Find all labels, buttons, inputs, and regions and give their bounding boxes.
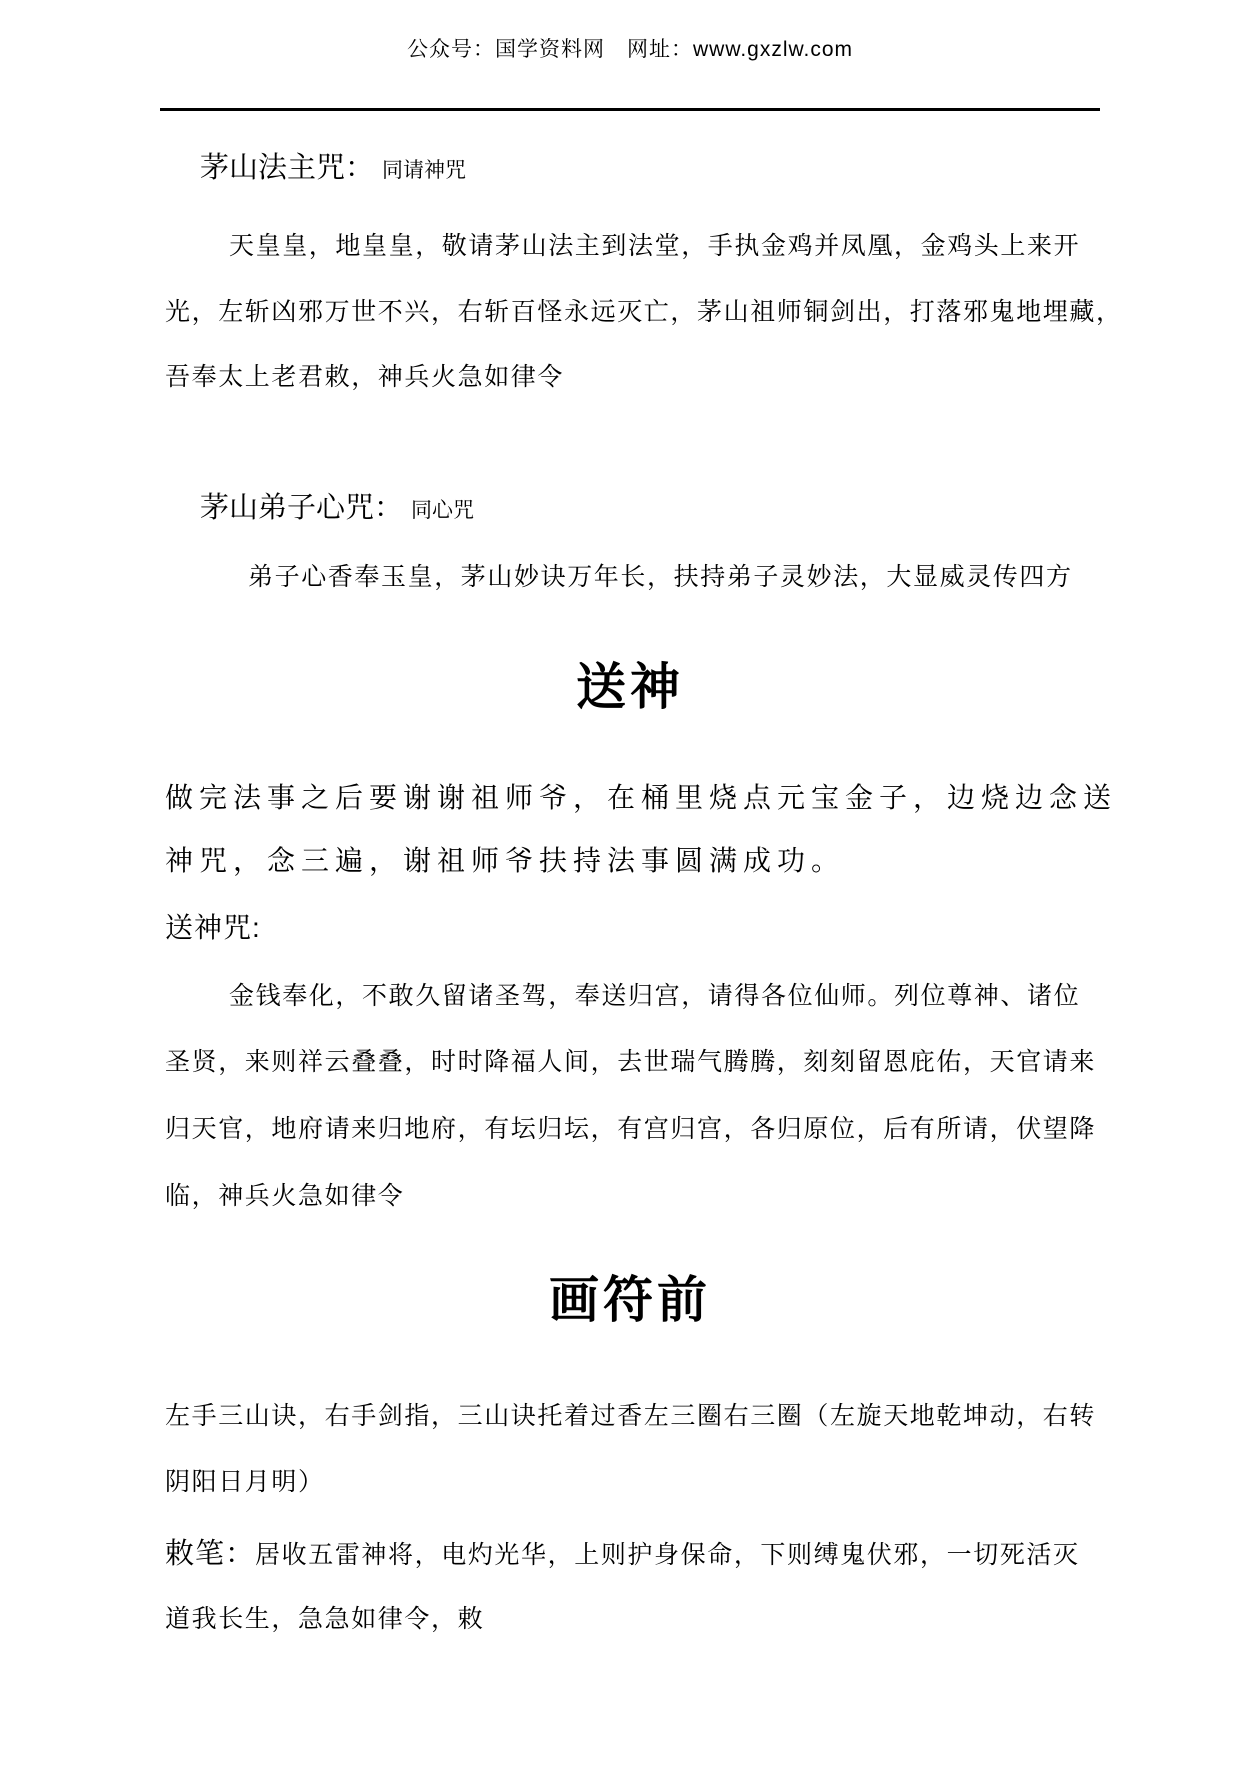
songshen-chant-line: 圣贤，来则祥云叠叠，时时降福人间，去世瑞气腾腾，刻刻留恩庇佑，天官请来 <box>165 1048 1097 1076</box>
chibi-paragraph-line: 道我长生，急急如律令，敕 <box>165 1605 485 1633</box>
chibi-text: 居收五雷神将，电灼光华，上则护身保命，下则缚鬼伏邪，一切死活灭 <box>255 1541 1080 1569</box>
dizi-subtitle: 同心咒 <box>411 499 475 522</box>
huafu-paragraph-line: 左手三山诀，右手剑指，三山诀托着过香左三圈右三圈（左旋天地乾坤动，右转 <box>165 1402 1097 1430</box>
dizi-title: 茅山弟子心咒： <box>200 492 404 524</box>
header-divider <box>160 108 1100 111</box>
chibi-paragraph-line <box>165 1536 1080 1574</box>
fazhu-subtitle: 同请神咒 <box>382 159 467 182</box>
fazhu-paragraph-line: 吾奉太上老君敕，神兵火急如律令 <box>165 363 565 391</box>
songshen-chant-line: 归天官，地府请来归地府，有坛归坛，有宫归宫，各归原位，后有所请，伏望降 <box>165 1115 1097 1143</box>
songshen-chant-line: 临，神兵火急如律令 <box>165 1182 405 1210</box>
page-header-text: 公众号：国学资料网 网址：www.gxzlw.com <box>406 38 854 61</box>
fazhu-paragraph-line: 天皇皇，地皇皇，敬请茅山法主到法堂，手执金鸡并凤凰，金鸡头上来开 <box>229 232 1081 260</box>
huafu-paragraph-line: 阴阳日月明） <box>165 1468 325 1496</box>
dizi-paragraph-line: 弟子心香奉玉皇，茅山妙诀万年长，扶持弟子灵妙法，大显威灵传四方 <box>248 563 1073 591</box>
section-heading-fazhu <box>200 150 466 188</box>
songshen-intro-line: 做完法事之后要谢谢祖师爷，在桶里烧点元宝金子，边烧边念送 <box>165 782 1118 813</box>
chapter-heading-songshen: 送神 <box>576 659 684 715</box>
fazhu-paragraph-line: 光，左斩凶邪万世不兴，右斩百怪永远灭亡，茅山祖师铜剑出，打落邪鬼地埋藏， <box>165 298 1123 326</box>
chibi-label: 敕笔： <box>165 1538 256 1570</box>
chapter-heading-huafu: 画符前 <box>549 1272 711 1328</box>
songshen-intro-line: 神咒，念三遍，谢祖师爷扶持法事圆满成功。 <box>165 845 846 876</box>
songshen-chant-line: 金钱奉化，不敢久留诸圣驾，奉送归宫，请得各位仙师。列位尊神、诸位 <box>229 982 1081 1010</box>
songshen-chant-label: 送神咒: <box>165 912 261 943</box>
fazhu-title: 茅山法主咒： <box>200 152 375 184</box>
section-heading-dizi <box>200 490 474 528</box>
